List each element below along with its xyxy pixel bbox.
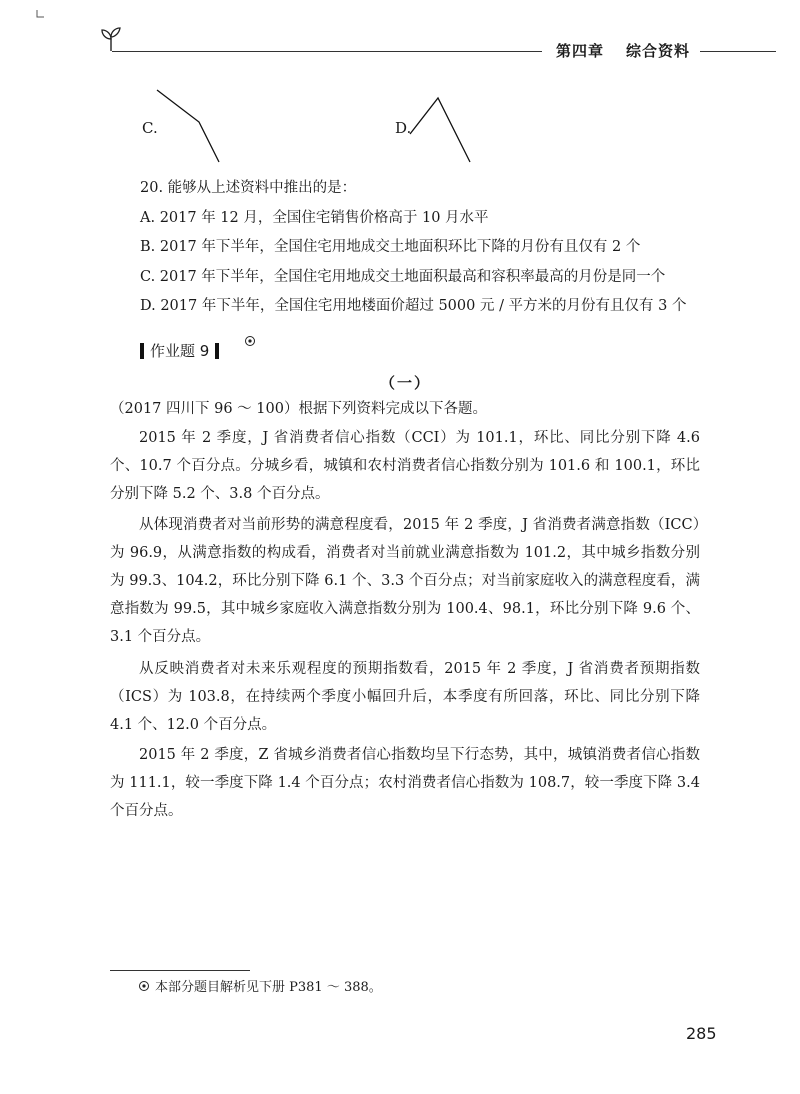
question-20-option-b: B. 2017 年下半年，全国住宅用地成交土地面积环比下降的月份有且仅有 2 个: [140, 239, 641, 255]
sub-heading: （一）: [380, 374, 432, 392]
section-title: 作业题 9: [150, 342, 210, 360]
heading-bar-left: [140, 343, 144, 359]
page-number: 285: [686, 1024, 717, 1043]
header-rule-right: [700, 51, 776, 52]
corner-mark-icon: [36, 9, 46, 19]
footnote-rule: [110, 970, 250, 971]
question-20-option-a: A. 2017 年 12 月，全国住宅销售价格高于 10 月水平: [140, 210, 489, 226]
footnote-marker-icon: [244, 335, 256, 347]
option-c-label: C.: [142, 119, 158, 137]
heading-bar-right: [215, 343, 219, 359]
paragraph-4: 2015 年 2 季度，Z 省城乡消费者信心指数均呈下行态势，其中，城镇消费者信心指数为 111.1，较一季度下降 1.4 个百分点；农村消费者信心指数为 108.7，较一季度下降 3.4 个百分点。: [110, 747, 700, 819]
paragraph-2: 从体现消费者对当前形势的满意程度看，2015 年 2 季度，J 省消费者满意指数（ICC）为 96.9，从满意指数的构成看，消费者对当前就业满意指数为 101.2，其中城乡指数分别为 99.3、104.2，环比分别下降 6.1 个、3.3 个百分点；对当前家庭收入的满意程度看，满意指数为 99.5，其中城乡家庭收入满意指数分别为 100.4、98.1，环比分别下降 9.6 个、3.1 个百分点。: [110, 517, 700, 645]
sprout-icon: [100, 24, 122, 52]
footnote-marker-icon: [138, 980, 150, 992]
running-header: [556, 40, 690, 61]
option-d-figure: [408, 96, 478, 168]
option-c-figure: [155, 86, 225, 166]
section-intro: （2017 四川下 96 ～ 100）根据下列资料完成以下各题。: [110, 401, 487, 417]
paragraph-3: 从反映消费者对未来乐观程度的预期指数看，2015 年 2 季度，J 省消费者预期指数（ICS）为 103.8，在持续两个季度小幅回升后，本季度有所回落，环比、同比分别下降 4.1 个、12.0 个百分点。: [110, 661, 700, 733]
footnote-text: 本部分题目解析见下册 P381 ～ 388。: [155, 980, 382, 995]
question-20-stem: 20. 能够从上述资料中推出的是：: [140, 180, 357, 196]
footnote: [138, 976, 382, 995]
question-20-option-c: C. 2017 年下半年，全国住宅用地成交土地面积最高和容积率最高的月份是同一个: [140, 269, 666, 285]
header-rule-left: [112, 51, 542, 52]
paragraph-1: 2015 年 2 季度，J 省消费者信心指数（CCI）为 101.1，环比、同比分别下降 4.6 个、10.7 个百分点。分城乡看，城镇和农村消费者信心指数分别为 101.6 和 100.1，环比分别下降 5.2 个、3.8 个百分点。: [110, 430, 700, 502]
option-d-label: D.: [395, 119, 412, 137]
chapter-title: 综合资料: [626, 42, 691, 60]
question-20-option-d: D. 2017 年下半年，全国住宅用地楼面价超过 5000 元 / 平方米的月份有且仅有 3 个: [140, 298, 687, 314]
chapter-label: 第四章: [556, 42, 605, 60]
section-heading: [140, 340, 219, 361]
